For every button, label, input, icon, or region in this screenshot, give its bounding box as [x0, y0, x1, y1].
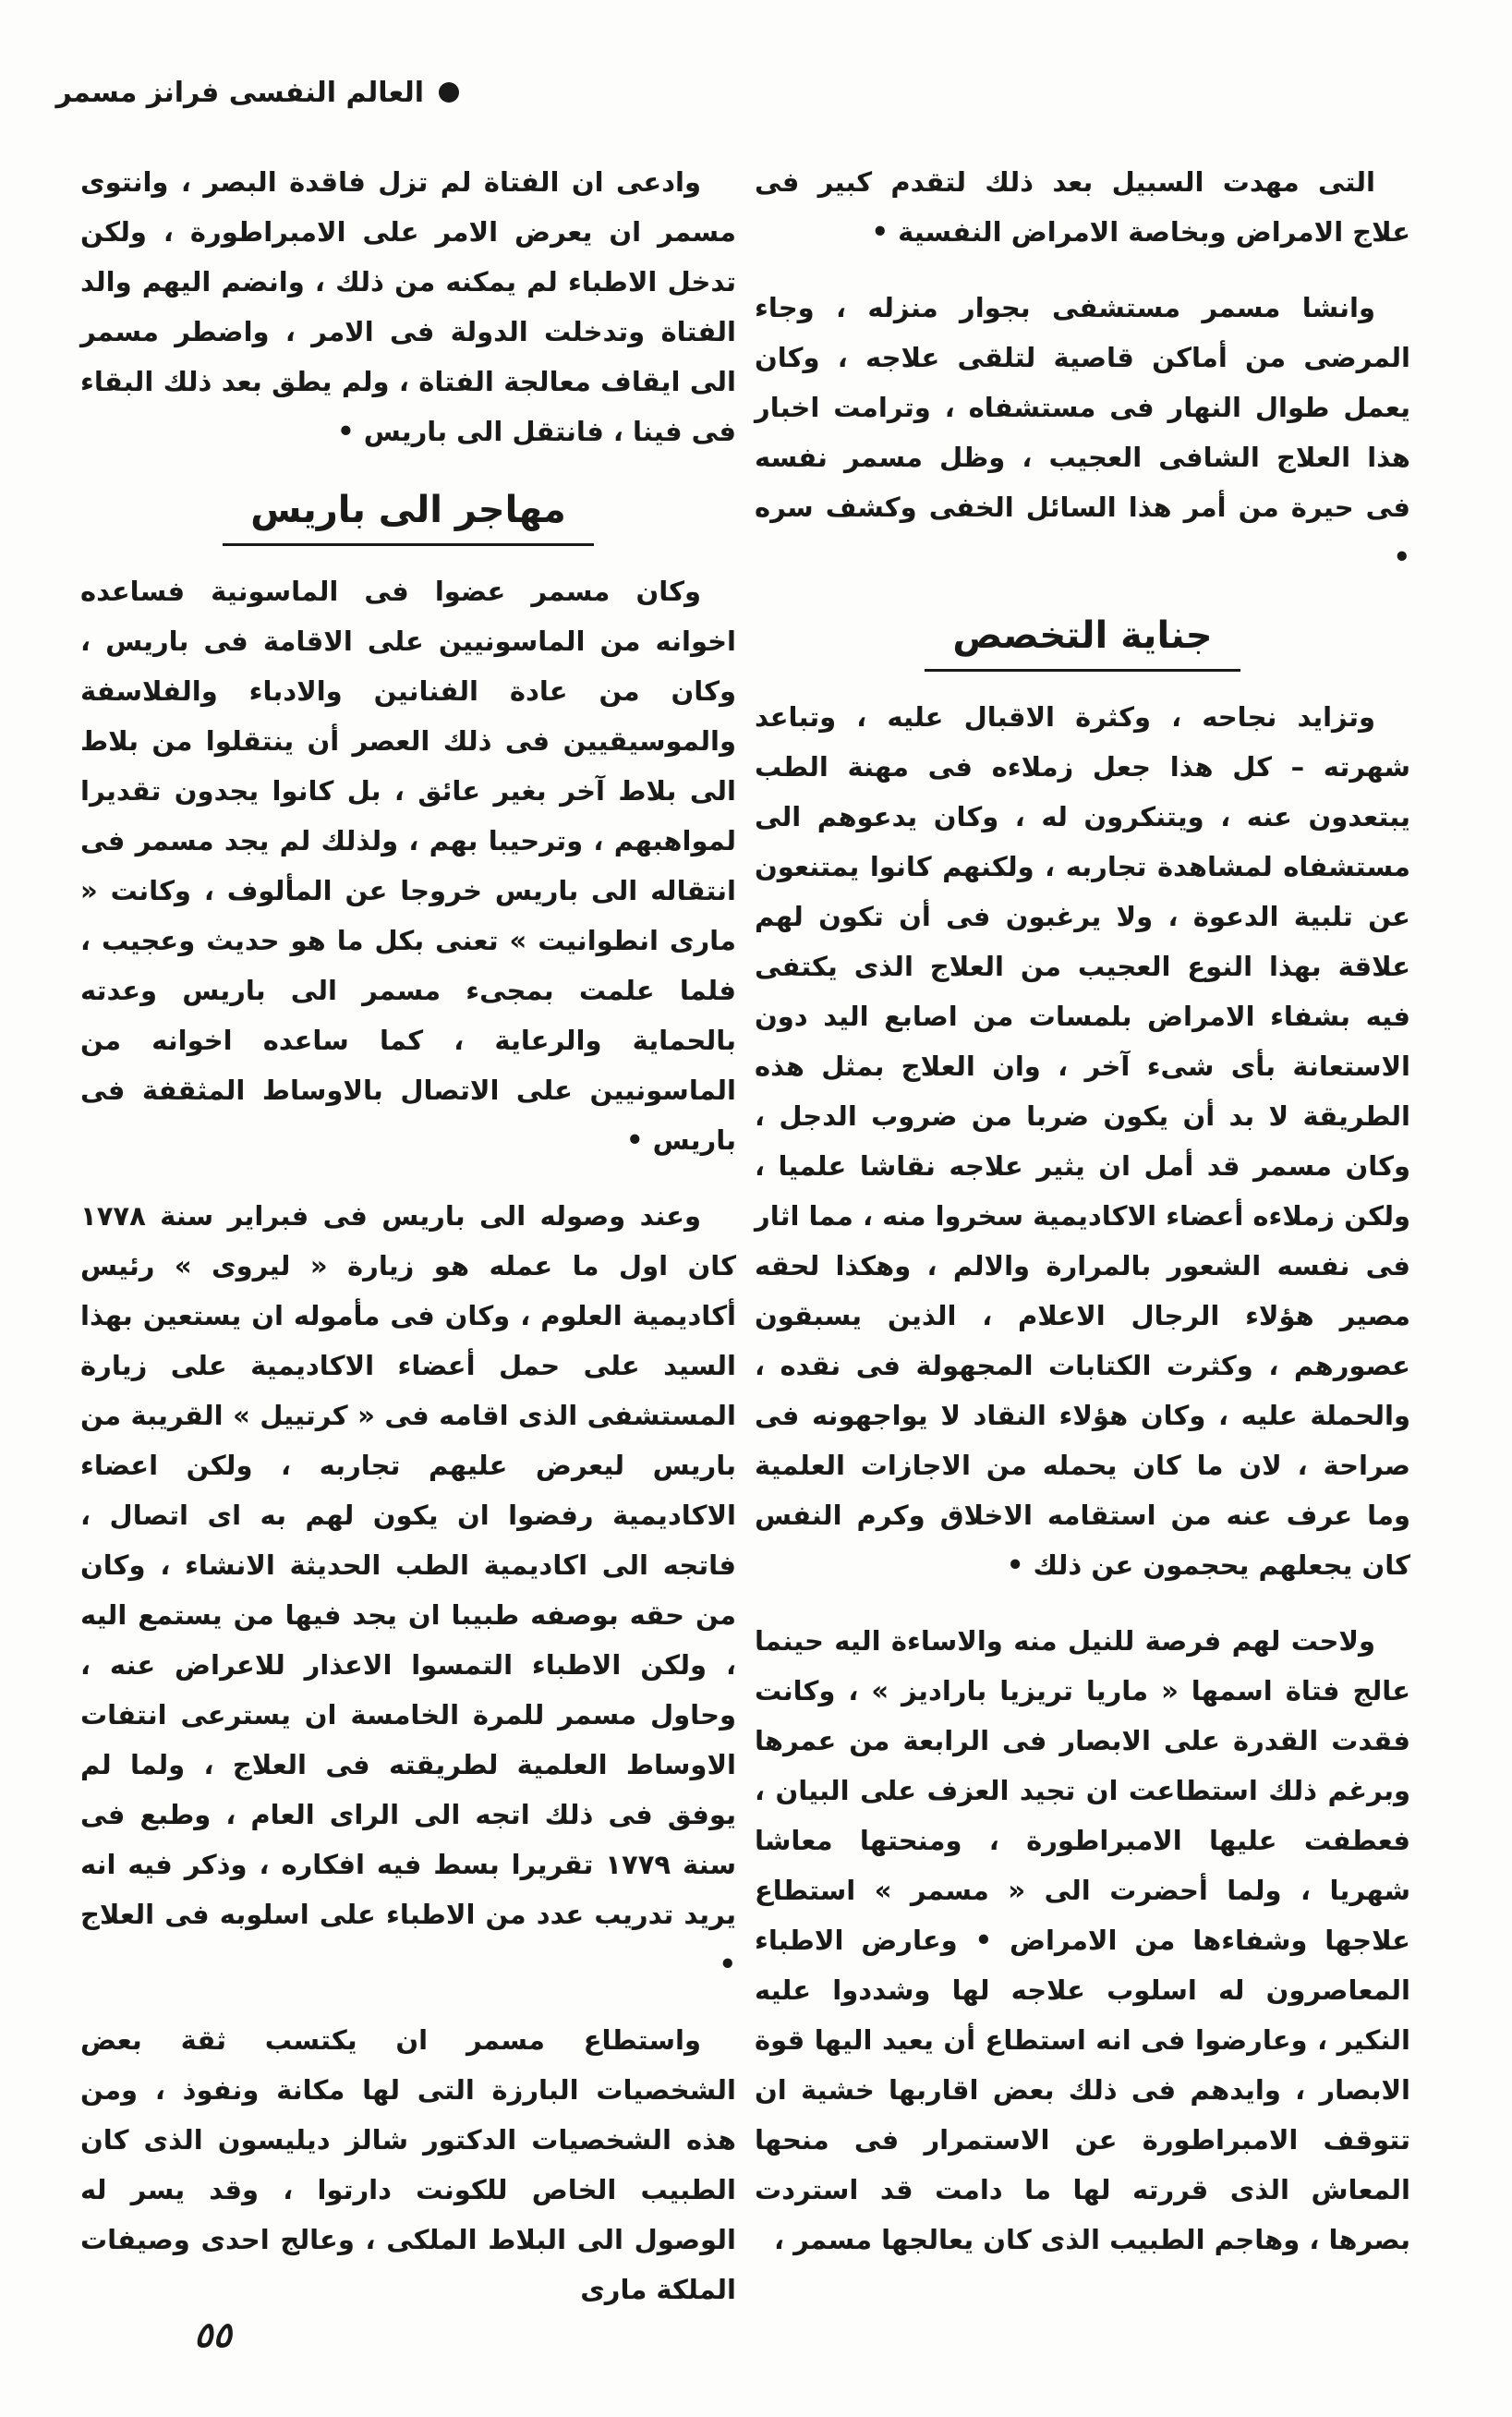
paragraph: التى مهدت السبيل بعد ذلك لتقدم كبير فى علاج الامراض وبخاصة الامراض النفسية • — [755, 166, 1410, 248]
left-text-column — [80, 157, 737, 2305]
paragraph: وعند وصوله الى باريس فى فبراير سنة ١٧٧٨ كان اول ما عمله هو زيارة « ليروى » رئيس أكاديمية العلوم ، وكان فى مأموله ان يستعين بهذا السيد على حمل أعضاء الاكاديمية على زيارة المستشفى الذى اقامه فى « كرتييل » القريبة من باريس ليعرض عليهم تجاربه ، ولكن اعضاء الاكاديمية رفضوا ان يكون لهم به اى اتصال ، فاتجه الى اكاديمية الطب الحديثة الانشاء ، وكان من حقه بوصفه طبيبا ان يجد فيها من يستمع اليه ، ولكن الاطباء التمسوا الاعذار للاعراض عنه ، وحاول مسمر للمرة الخامسة ان يسترعى انتفات الاوساط العلمية لطريقته فى العلاج ، ولما لم يوفق فى ذلك اتجه الى الراى العام ، وطبع فى سنة ١٧٧٩ تقريرا بسط فيه افكاره ، وذكر فيه انه يريد تدريب عدد من الاطباء على اسلوبه فى العلاج • — [80, 1200, 737, 1980]
right-text-column — [755, 157, 1410, 2282]
section-heading-text: جناية التخصص — [925, 608, 1240, 672]
section-heading — [80, 482, 736, 546]
paragraph: وتزايد نجاحه ، وكثرة الاقبال عليه ، وتباعد شهرته – كل هذا جعل زملاءه فى مهنة الطب يبتعدون عنه ، ويتنكرون له ، وكان يدعوهم الى مستشفاه لمشاهدة تجاربه ، ولكنهم كانوا يمتنعون عن تلبية الدعوة ، ولا يرغبون فى أن تكون لهم علاقة بهذا النوع العجيب من العلاج الذى يكتفى فيه بشفاء الامراض بلمسات من اصابع اليد دون الاستعانة بأى شىء آخر ، وان العلاج بمثل هذه الطريقة لا بد أن يكون ضربا من ضروب الدجل ، وكان مسمر قد أمل ان يثير علاجه نقاشا علميا ، ولكن زملاءه أعضاء الاكاديمية سخروا منه ، مما اثار فى نفسه الشعور بالمرارة والالم ، وهكذا لحقه مصير هؤلاء الرجال الاعلام ، الذين يسبقون عصورهم ، وكثرت الكتابات المجهولة فى نقده ، والحملة عليه ، وكان هؤلاء النقاد لا يواجهونه فى صراحة ، لان ما كان يحمله من الاجازات العلمية وما عرف عنه من استقامه الاخلاق وكرم النفس كان يجعلهم يحجمون عن ذلك • — [755, 701, 1410, 1581]
paragraph: وادعى ان الفتاة لم تزل فاقدة البصر ، وانتوى مسمر ان يعرض الامر على الامبراطورة ، ولكن تدخل الاطباء لم يمكنه من ذلك ، وانضم اليهم والد الفتاة وتدخلت الدولة فى الامر ، واضطر مسمر الى ايقاف معالجة الفتاة ، ولم يطق بعد ذلك البقاء فى فينا ، فانتقل الى باريس • — [80, 166, 736, 447]
running-header — [55, 67, 459, 118]
paragraph: وانشا مسمر مستشفى بجوار منزله ، وجاء المرضى من أماكن قاصية لتلقى علاجه ، وكان يعمل طوال النهار فى مستشفاه ، وترامت اخبار هذا العلاج الشافى العجيب ، وظل مسمر نفسه فى حيرة من أمر هذا السائل الخفى وكشف سره • — [755, 292, 1410, 573]
running-title: العالم النفسى فرانز مسمر — [55, 76, 424, 109]
section-heading-text: مهاجر الى باريس — [223, 482, 594, 546]
paragraph: واستطاع مسمر ان يكتسب ثقة بعض الشخصيات البارزة التى لها مكانة ونفوذ ، ومن هذه الشخصيات الدكتور شالز ديليسون الذى كان الطبيب الخاص للكونت دارتوا ، وقد يسر له الوصول الى البلاط الملكى ، وعالج احدى وصيفات الملكة مارى — [80, 2024, 736, 2305]
section-heading — [755, 608, 1410, 672]
paragraph: وكان مسمر عضوا فى الماسونية فساعده اخوانه من الماسونيين على الاقامة فى باريس ، وكان من عادة الفنانين والادباء والفلاسفة والموسيقيين فى ذلك العصر أن ينتقلوا من بلاط الى بلاط آخر بغير عائق ، بل كانوا يجدون تقديرا لمواهبهم ، وترحيبا بهم ، ولذلك لم يجد مسمر فى انتقاله الى باريس خروجا عن المألوف ، وكانت « مارى انطوانيت » تعنى بكل ما هو حديث وعجيب ، فلما علمت بمجىء مسمر الى باريس وعدته بالحماية والرعاية ، كما ساعده اخوانه من الماسونيين على الاتصال بالاوساط المثقفة فى باريس • — [80, 576, 736, 1156]
page-number: ٥٥ — [194, 2314, 232, 2355]
paragraph: ولاحت لهم فرصة للنيل منه والاساءة اليه حينما عالج فتاة اسمها « ماريا تريزيا باراديز » ، وكانت فقدت القدرة على الابصار فى الرابعة من عمرها وبرغم ذلك استطاعت ان تجيد العزف على البيان ، فعطفت عليها الامبراطورة ، ومنحتها معاشا شهريا ، ولما أحضرت الى « مسمر » استطاع علاجها وشفاءها من الامراض • وعارض الاطباء المعاصرون له اسلوب علاجه لها وشددوا عليه النكير ، وعارضوا فى انه استطاع أن يعيد اليها قوة الابصار ، وايدهم فى ذلك بعض اقاربها خشية ان تتوقف الامبراطورة عن الاستمرار فى منحها المعاش الذى قررته لها ما دامت قد استردت بصرها ، وهاجم الطبيب الذى كان يعالجها مسمر ، — [755, 1625, 1410, 2255]
filled-circle-icon — [439, 82, 459, 103]
